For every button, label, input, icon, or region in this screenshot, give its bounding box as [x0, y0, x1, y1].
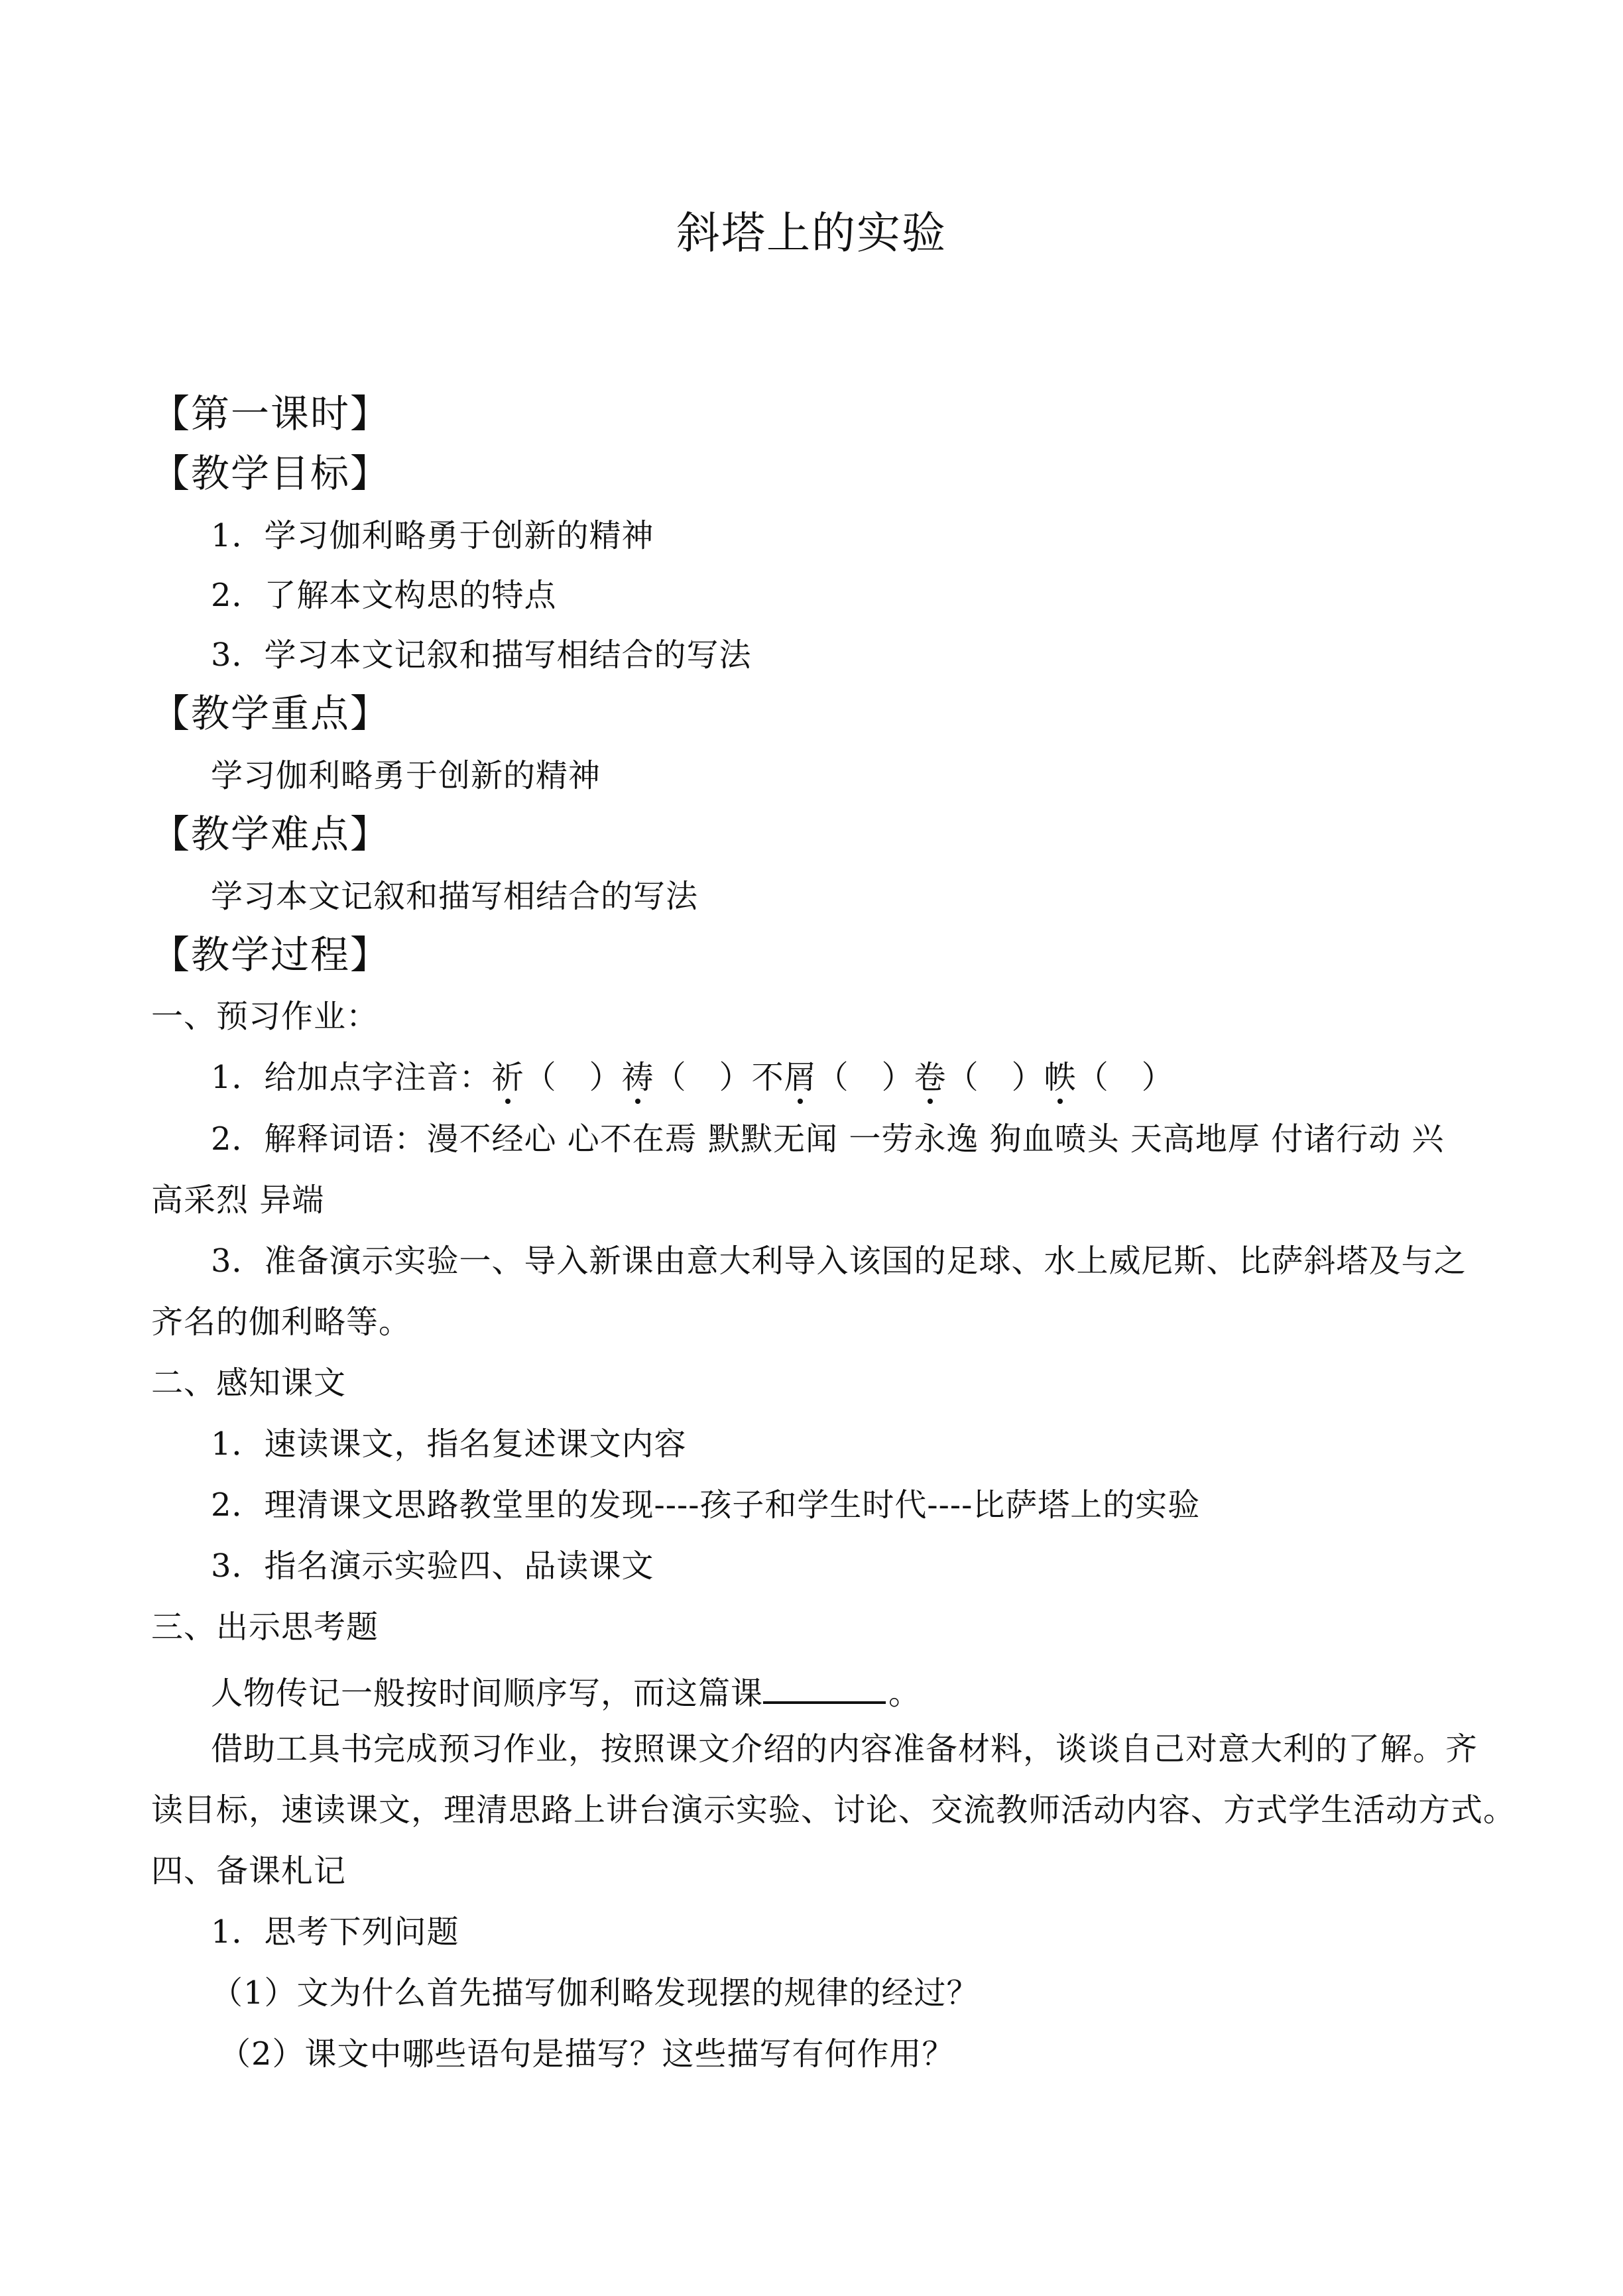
- pinyin-label: 1．给加点字注音：: [211, 1059, 492, 1096]
- prep-line: 3．准备演示实验一、导入新课由意大利导入该国的足球、水上威尼斯、比萨斜塔及与之: [211, 1242, 1467, 1280]
- dotted-char: 祈: [491, 1059, 524, 1096]
- dotted-char: 卷: [914, 1059, 947, 1096]
- process-heading: 【教学过程】: [151, 932, 391, 977]
- fill-in-question: [211, 1668, 921, 1713]
- goal-item: 2．了解本文构思的特点: [211, 577, 557, 614]
- pinyin-exercise: [211, 1057, 1174, 1097]
- answer-blank: （ ）: [654, 1059, 752, 1096]
- question-item: （1）文为什么首先描写伽利略发现摆的规律的经过？: [211, 1974, 979, 2012]
- lesson-heading: 【第一课时】: [151, 391, 391, 436]
- section-title: 二、感知课文: [151, 1364, 347, 1402]
- goal-item: 1．学习伽利略勇于创新的精神: [211, 517, 654, 554]
- answer-blank: （ ）: [1076, 1059, 1174, 1096]
- difficulty-text: 学习本文记叙和描写相结合的写法: [211, 878, 699, 915]
- paragraph-line: 借助工具书完成预习作业，按照课文介绍的内容准备材料，谈谈自己对意大利的了解。齐: [211, 1730, 1478, 1768]
- word-prefix: 不: [751, 1059, 784, 1096]
- prep-line: 齐名的伽利略等。: [151, 1303, 412, 1341]
- difficulty-heading: 【教学难点】: [151, 812, 391, 857]
- paragraph-line: 读目标，速读课文，理清思路上讲台演示实验、讨论、交流教师活动内容、方式学生活动方式。: [151, 1791, 1516, 1829]
- goals-heading: 【教学目标】: [151, 451, 391, 496]
- question-end: 。: [888, 1675, 922, 1712]
- answer-blank: （ ）: [524, 1059, 622, 1096]
- key-point-heading: 【教学重点】: [151, 691, 391, 736]
- key-point-text: 学习伽利略勇于创新的精神: [211, 757, 601, 794]
- vocab-line: 2．解释词语：漫不经心 心不在焉 默默无闻 一劳永逸 狗血喷头 天高地厚 付诸行动 兴: [211, 1120, 1445, 1158]
- fill-blank-line: [763, 1668, 886, 1704]
- list-item: 1．速读课文，指名复述课文内容: [211, 1425, 687, 1463]
- goal-item: 3．学习本文记叙和描写相结合的写法: [211, 636, 752, 674]
- list-item: 2．理清课文思路教堂里的发现----孩子和学生时代----比萨塔上的实验: [211, 1486, 1201, 1524]
- list-item: 3．指名演示实验四、品读课文: [211, 1547, 654, 1585]
- vocab-line: 高采烈 异端: [151, 1181, 325, 1219]
- question-item: （2）课文中哪些语句是描写？这些描写有何作用？: [219, 2035, 955, 2073]
- dotted-char: 屑: [784, 1059, 817, 1096]
- answer-blank: （ ）: [946, 1059, 1044, 1096]
- question-text: 人物传记一般按时间顺序写，而这篇课: [211, 1675, 764, 1712]
- dotted-char: 祷: [621, 1059, 654, 1096]
- section-title: 四、备课札记: [151, 1852, 347, 1890]
- section-title: 一、预习作业：: [151, 998, 379, 1035]
- section-title: 三、出示思考题: [151, 1608, 379, 1646]
- page-title: 斜塔上的实验: [676, 208, 947, 259]
- sub-item: 1．思考下列问题: [211, 1913, 459, 1951]
- answer-blank: （ ）: [816, 1059, 914, 1096]
- dotted-char: 帙: [1044, 1059, 1077, 1096]
